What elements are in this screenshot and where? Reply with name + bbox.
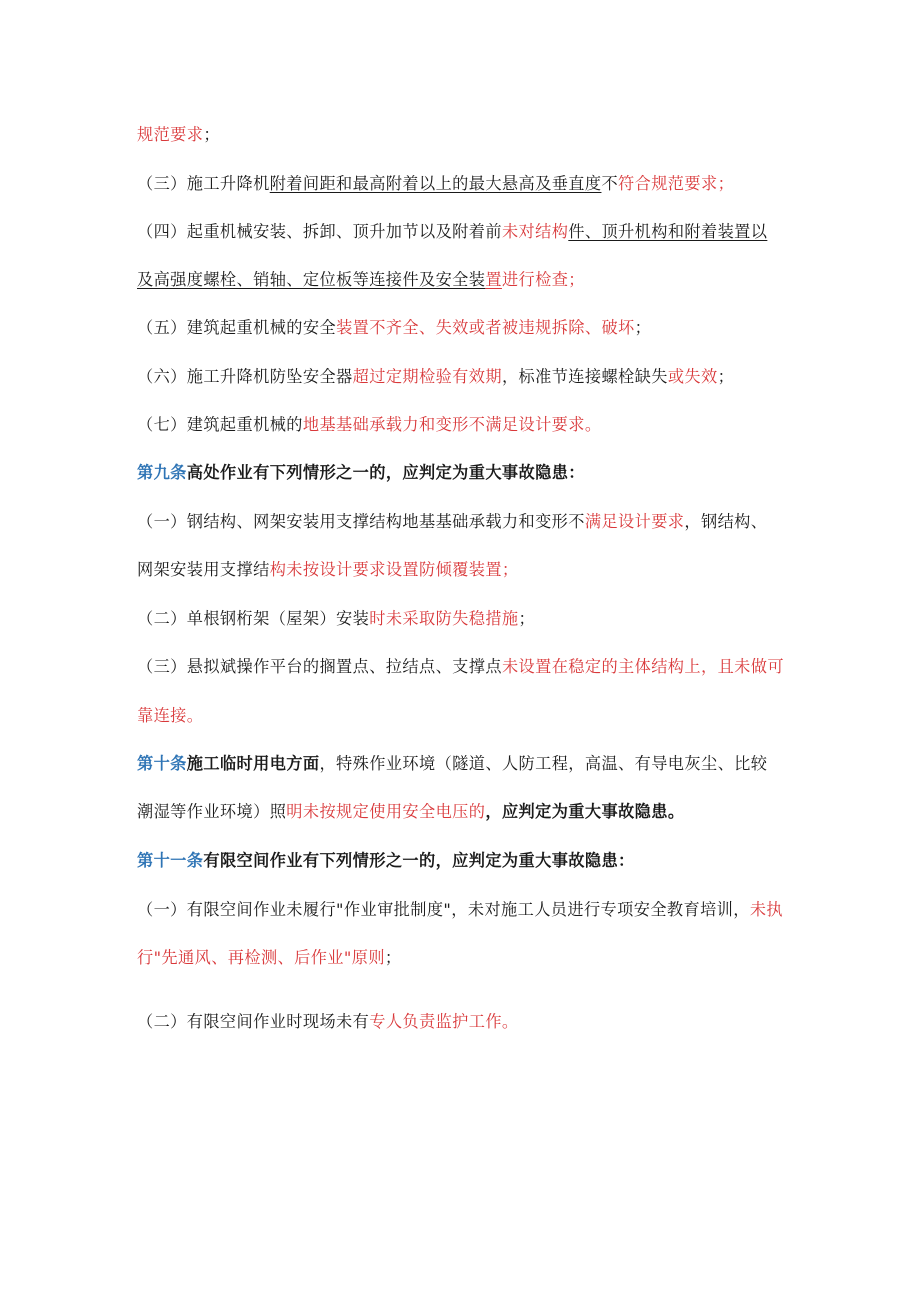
text-segment: ，标准节连接螺栓缺失: [501, 367, 668, 386]
text-segment: ，应判定为重大事故隐患。: [485, 802, 685, 821]
text-segment: 行"先通风、再检测、后作业"原则: [137, 948, 385, 967]
text-segment: 高处作业有下列情形之一的，应判定为重大事故隐患：: [186, 463, 585, 482]
text-segment: 置: [485, 270, 502, 289]
text-line: [137, 269, 585, 291]
text-segment: 构未按设计要求设置防倾覆装置；: [269, 560, 519, 579]
text-line: [137, 899, 783, 921]
text-segment: 或失效: [667, 367, 718, 386]
text-line: [137, 317, 651, 339]
text-segment: ；: [717, 367, 735, 386]
text-segment: 地基基础承载力和变形不满足设计要求。: [302, 415, 602, 434]
text-line: [137, 705, 203, 727]
text-segment: （七）建筑起重机械的: [137, 415, 303, 434]
text-segment: 潮湿等作业环境）照: [137, 802, 287, 821]
text-segment: 规范要求: [137, 125, 204, 144]
text-line: [137, 608, 535, 630]
text-segment: 附着间距和最高附着以上的最大悬高及垂直度: [269, 174, 602, 193]
text-segment: 未设置在稳定的主体结构上，且未做可: [501, 657, 784, 676]
text-segment: 符合规范要求；: [618, 174, 735, 193]
article-heading: [137, 462, 585, 484]
text-line: [137, 366, 734, 388]
text-segment: 时未采取防失稳措施: [369, 609, 519, 628]
text-segment: （二）有限空间作业时现场未有: [137, 1012, 370, 1031]
text-segment: 未对结构: [501, 222, 569, 241]
text-segment: 有限空间作业有下列情形之一的，应判定为重大事故隐患：: [203, 851, 635, 870]
text-segment: 满足设计要求: [584, 512, 685, 531]
text-segment: 施工临时用电方面: [186, 754, 320, 773]
text-segment: （一）钢结构、网架安装用支撑结构地基基础承载力和变形不: [137, 512, 585, 531]
text-line: [137, 1011, 519, 1033]
text-segment: 超过定期检验有效期: [352, 367, 502, 386]
text-segment: ，特殊作业环境（隧道、人防工程，高温、有导电灰尘、比较: [319, 754, 768, 773]
text-line: [137, 801, 684, 823]
text-segment: ，钢结构、: [684, 512, 768, 531]
text-segment: （二）单根钢桁架（屋架）安装: [137, 609, 370, 628]
text-segment: 不: [601, 174, 619, 193]
article-heading: [137, 753, 767, 775]
text-segment: 专人负责监护工作。: [369, 1012, 519, 1031]
text-segment: 网架安装用支撑结: [137, 560, 270, 579]
text-segment: （六）施工升降机防坠安全器: [137, 367, 353, 386]
text-segment: 进行检查；: [501, 270, 585, 289]
text-segment: ；: [203, 125, 220, 144]
article-heading: [137, 850, 635, 872]
text-segment: （四）起重机械安装、拆卸、顶升加节以及附着前: [137, 222, 502, 241]
text-line: [137, 173, 734, 195]
text-line: [137, 124, 220, 146]
text-line: [137, 947, 402, 969]
text-line: [137, 656, 784, 678]
text-line: [137, 414, 601, 436]
text-segment: 件、顶升机构和附着装置以: [568, 222, 768, 241]
text-segment: ；: [634, 318, 652, 337]
text-segment: 第十条: [137, 754, 187, 773]
text-segment: 装置不齐全、失效或者被违规拆除、破坏: [336, 318, 635, 337]
text-segment: （三）悬拟斌操作平台的搁置点、拉结点、支撑点: [137, 657, 502, 676]
text-segment: 未执: [749, 900, 784, 919]
text-segment: 第十一条: [137, 851, 204, 870]
text-segment: ；: [518, 609, 536, 628]
text-segment: （三）施工升降机: [137, 174, 270, 193]
text-segment: （五）建筑起重机械的安全: [137, 318, 337, 337]
text-segment: 明未按规定使用安全电压的: [286, 802, 486, 821]
text-line: [137, 221, 767, 243]
text-segment: 第九条: [137, 463, 187, 482]
text-segment: 及高强度螺栓、销轴、定位板等连接件及安全装: [137, 270, 486, 289]
text-segment: （一）有限空间作业未履行"作业审批制度"，未对施工人员进行专项安全教育培训，: [137, 900, 750, 919]
text-segment: 靠连接。: [137, 706, 204, 725]
text-segment: ；: [384, 948, 402, 967]
text-line: [137, 559, 519, 581]
text-line: [137, 511, 767, 533]
